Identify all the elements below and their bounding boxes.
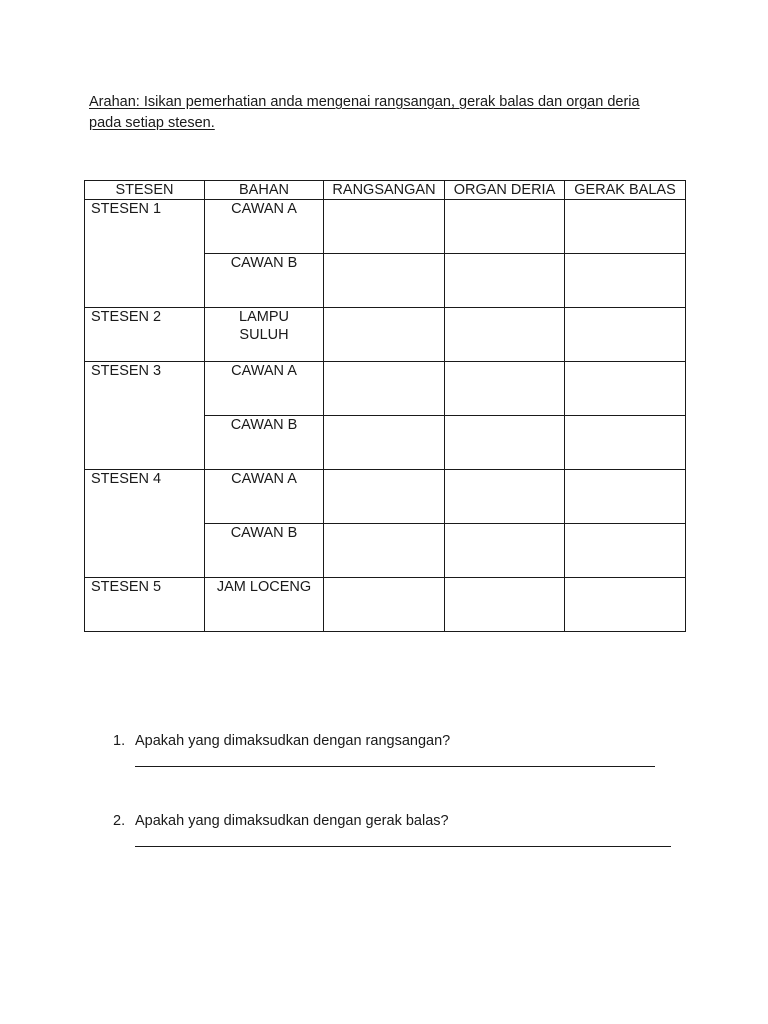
gerak-balas-cell[interactable] <box>565 200 686 254</box>
station-cell: STESEN 1 <box>85 200 205 308</box>
gerak-balas-cell[interactable] <box>565 524 686 578</box>
material-cell: CAWAN B <box>205 254 324 308</box>
table-header-row <box>85 181 686 200</box>
material-cell: CAWAN B <box>205 524 324 578</box>
material-cell: CAWAN A <box>205 470 324 524</box>
rangsangan-cell[interactable] <box>324 200 445 254</box>
organ-deria-cell[interactable] <box>445 470 565 524</box>
header-organ-deria: ORGAN DERIA <box>445 181 565 200</box>
question-number: 2. <box>113 813 126 829</box>
station-cell: STESEN 2 <box>85 308 205 362</box>
answer-line[interactable] <box>135 846 671 847</box>
station-cell: STESEN 3 <box>85 362 205 470</box>
organ-deria-cell[interactable] <box>445 578 565 632</box>
table-row <box>85 362 686 416</box>
table-row <box>85 200 686 254</box>
question-number: 1. <box>113 733 126 749</box>
material-text: LAMPU SULUH <box>239 309 289 343</box>
gerak-balas-cell[interactable] <box>565 578 686 632</box>
material-cell: CAWAN B <box>205 416 324 470</box>
rangsangan-cell[interactable] <box>324 416 445 470</box>
organ-deria-cell[interactable] <box>445 254 565 308</box>
gerak-balas-cell[interactable] <box>565 470 686 524</box>
header-rangsangan: RANGSANGAN <box>324 181 445 200</box>
station-cell: STESEN 5 <box>85 578 205 632</box>
rangsangan-cell[interactable] <box>324 578 445 632</box>
observation-table <box>84 180 686 632</box>
gerak-balas-cell[interactable] <box>565 254 686 308</box>
table-row <box>85 470 686 524</box>
table-row <box>85 308 686 362</box>
header-stesen: STESEN <box>85 181 205 200</box>
instructions-line-2: pada setiap stesen. <box>89 115 215 131</box>
organ-deria-cell[interactable] <box>445 416 565 470</box>
rangsangan-cell[interactable] <box>324 308 445 362</box>
material-cell: CAWAN A <box>205 200 324 254</box>
instructions-line-1: Arahan: Isikan pemerhatian anda mengenai rangsangan, gerak balas dan organ deria <box>89 94 640 110</box>
organ-deria-cell[interactable] <box>445 200 565 254</box>
material-cell: CAWAN A <box>205 362 324 416</box>
material-cell <box>205 308 324 362</box>
header-bahan: BAHAN <box>205 181 324 200</box>
gerak-balas-cell[interactable] <box>565 416 686 470</box>
rangsangan-cell[interactable] <box>324 362 445 416</box>
gerak-balas-cell[interactable] <box>565 308 686 362</box>
rangsangan-cell[interactable] <box>324 524 445 578</box>
instructions <box>89 92 689 134</box>
organ-deria-cell[interactable] <box>445 308 565 362</box>
answer-line[interactable] <box>135 766 655 767</box>
material-cell: JAM LOCENG <box>205 578 324 632</box>
question-text: Apakah yang dimaksudkan dengan rangsangan? <box>135 733 451 749</box>
table-row <box>85 578 686 632</box>
header-gerak-balas: GERAK BALAS <box>565 181 686 200</box>
rangsangan-cell[interactable] <box>324 470 445 524</box>
organ-deria-cell[interactable] <box>445 362 565 416</box>
question-text: Apakah yang dimaksudkan dengan gerak balas? <box>135 813 449 829</box>
station-cell: STESEN 4 <box>85 470 205 578</box>
organ-deria-cell[interactable] <box>445 524 565 578</box>
rangsangan-cell[interactable] <box>324 254 445 308</box>
gerak-balas-cell[interactable] <box>565 362 686 416</box>
